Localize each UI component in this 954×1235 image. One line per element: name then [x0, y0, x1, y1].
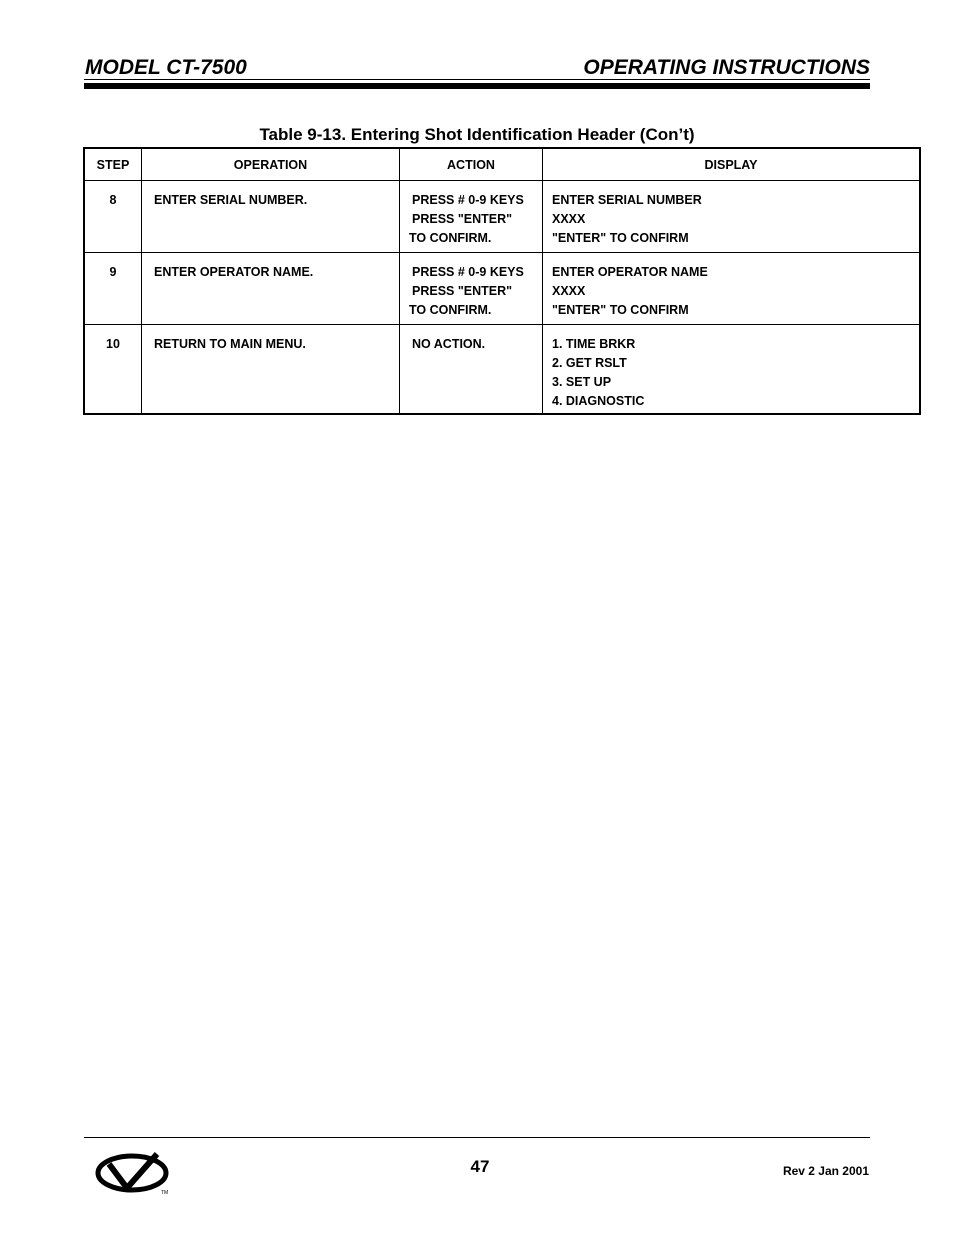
- action-cell: [400, 181, 543, 253]
- action-cell: [400, 253, 543, 325]
- action-line: PRESS # 0-9 KEYS: [412, 193, 524, 207]
- display-cell: [543, 253, 921, 325]
- header-right-title: OPERATING INSTRUCTIONS: [583, 56, 870, 79]
- display-line: 1. TIME BRKR: [552, 337, 636, 351]
- operation-cell: RETURN TO MAIN MENU.: [142, 325, 400, 415]
- action-line: PRESS "ENTER": [412, 284, 513, 298]
- table-header-row: [84, 148, 920, 181]
- header-rule-thin: [84, 79, 870, 80]
- display-line: "ENTER" TO CONFIRM: [552, 303, 689, 317]
- action-line: PRESS "ENTER": [412, 212, 513, 226]
- header-left-title: MODEL CT-7500: [85, 56, 247, 79]
- header-rule-thick: [84, 83, 870, 89]
- step-cell: 8: [84, 181, 142, 253]
- company-logo-icon: [95, 1150, 175, 1198]
- revision-label: Rev 2 Jan 2001: [782, 1164, 869, 1178]
- operation-cell: ENTER OPERATOR NAME.: [142, 253, 400, 325]
- footer-rule: [84, 1137, 870, 1138]
- step-cell: 10: [84, 325, 142, 415]
- action-line: TO CONFIRM.: [409, 231, 492, 245]
- display-line: XXXX: [552, 284, 586, 298]
- table-row: [84, 325, 920, 415]
- action-line: NO ACTION.: [412, 337, 486, 351]
- column-header-action: ACTION: [400, 148, 543, 181]
- column-header-step: STEP: [84, 148, 142, 181]
- action-line: PRESS # 0-9 KEYS: [412, 265, 524, 279]
- page-number: 47: [470, 1157, 490, 1176]
- display-line: XXXX: [552, 212, 586, 226]
- display-line: 3. SET UP: [552, 375, 612, 389]
- display-line: ENTER SERIAL NUMBER: [552, 193, 702, 207]
- display-cell: [543, 325, 921, 415]
- action-line: TO CONFIRM.: [409, 303, 492, 317]
- column-header-operation: OPERATION: [142, 148, 400, 181]
- display-line: 2. GET RSLT: [552, 356, 627, 370]
- display-line: 4. DIAGNOSTIC: [552, 394, 645, 408]
- display-line: "ENTER" TO CONFIRM: [552, 231, 689, 245]
- table-row: [84, 253, 920, 325]
- table-row: [84, 181, 920, 253]
- steps-table: [83, 147, 921, 415]
- table-title: Table 9-13. Entering Shot Identification Header (Con’t): [259, 125, 695, 144]
- action-cell: [400, 325, 543, 415]
- column-header-display: DISPLAY: [543, 148, 921, 181]
- display-line: ENTER OPERATOR NAME: [552, 265, 708, 279]
- trademark-mark: TM: [161, 1190, 169, 1196]
- display-cell: [543, 181, 921, 253]
- operation-cell: ENTER SERIAL NUMBER.: [142, 181, 400, 253]
- step-cell: 9: [84, 253, 142, 325]
